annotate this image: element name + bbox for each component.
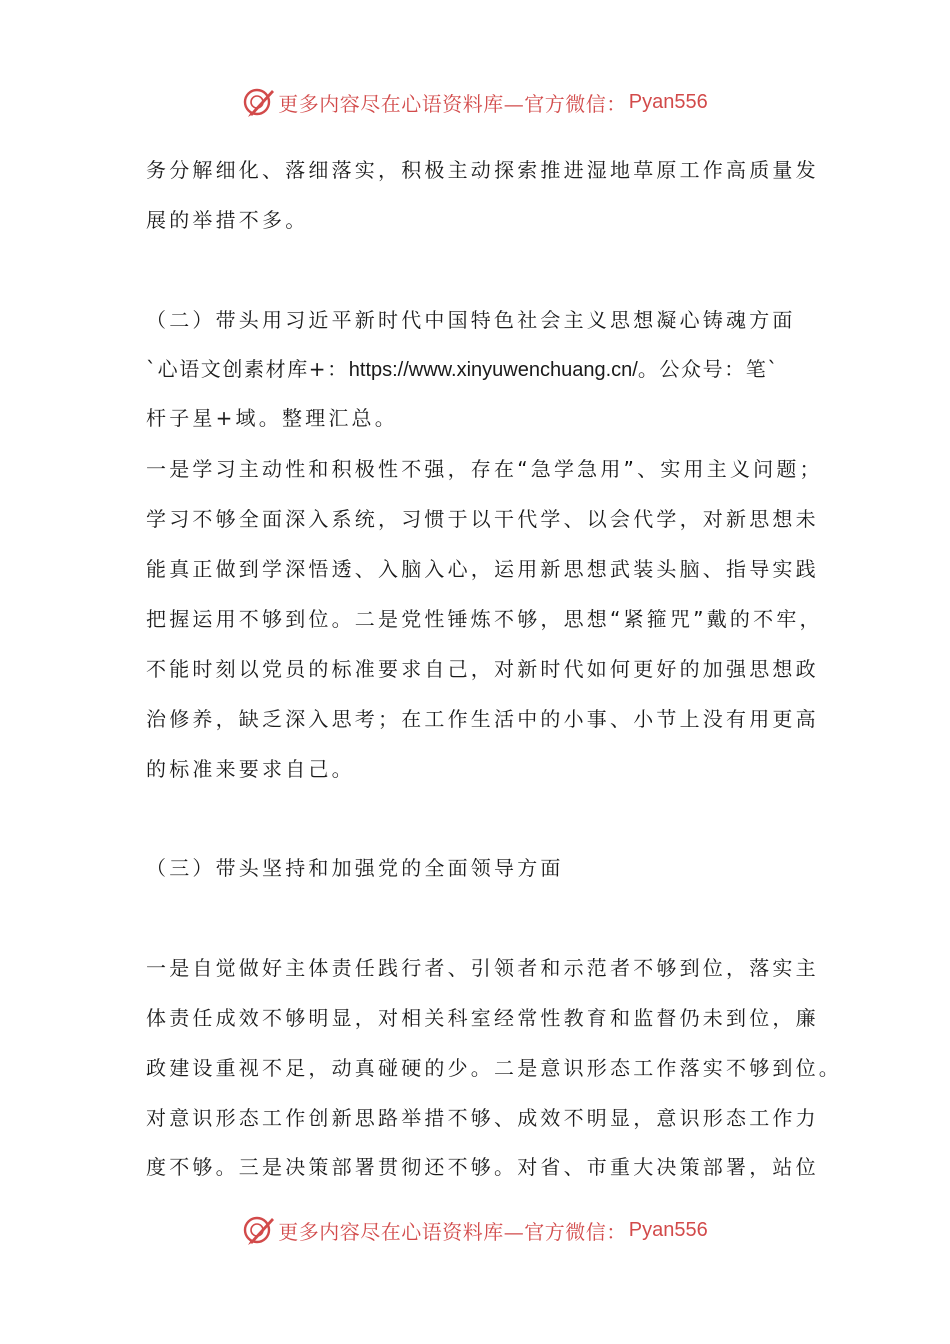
paragraph-line: 把握运用不够到位。二是党性锤炼不够，思想“紧箍咒”戴的不牢，: [146, 607, 823, 631]
paragraph-line: 对意识形态工作创新思路举措不够、成效不明显，意识形态工作力: [146, 1106, 819, 1130]
paragraph-line: 政建设重视不足，动真碰硬的少。二是意识形态工作落实不够到位。: [146, 1056, 842, 1080]
paragraph-line: 展的举措不多。: [146, 208, 309, 232]
paragraph-line: 体责任成效不够明显，对相关科室经常性教育和监督仍未到位，廉: [146, 1006, 819, 1030]
banner-text: 更多内容尽在心语资料库—官方微信：: [278, 91, 627, 116]
source-line: [146, 355, 779, 384]
paragraph-line: 度不够。三是决策部署贯彻还不够。对省、市重大决策部署，站位: [146, 1155, 819, 1179]
paragraph-line: 治修养，缺乏深入思考；在工作生活中的小事、小节上没有用更高: [146, 707, 819, 731]
banner-wechat-id: Pyan556: [628, 90, 708, 113]
paragraph-line: 不能时刻以党员的标准要求自己，对新时代如何更好的加强思想政: [146, 657, 819, 681]
paragraph-line: 一是学习主动性和积极性不强，存在“急学急用”、实用主义问题；: [146, 457, 823, 481]
banner-wechat-id: Pyan556: [628, 1218, 708, 1241]
section-heading-2: （二）带头用习近平新时代中国特色社会主义思想凝心铸魂方面: [146, 308, 796, 332]
footer-watermark-banner: [0, 1210, 950, 1250]
paragraph-line: 的标准来要求自己。: [146, 757, 355, 781]
paragraph-line: 学习不够全面深入系统，习惯于以干代学、以会代学，对新思想未: [146, 507, 819, 531]
pen-logo-icon: [242, 85, 276, 119]
paragraph-line: 杆子星+域。整理汇总。: [146, 406, 398, 430]
source-url: https://www.xinyuwenchuang.cn/: [348, 359, 638, 381]
banner-text: 更多内容尽在心语资料库—官方微信：: [278, 1219, 627, 1244]
paragraph-line: 能真正做到学深悟透、入脑入心，运用新思想武装头脑、指导实践: [146, 557, 819, 581]
paragraph-line: 一是自觉做好主体责任践行者、引领者和示范者不够到位，落实主: [146, 956, 819, 980]
source-prefix: `心语文创素材库+：: [146, 357, 349, 381]
source-suffix: 。公众号：笔`: [637, 357, 780, 381]
pen-logo-icon: [242, 1213, 276, 1247]
section-heading-3: （三）带头坚持和加强党的全面领导方面: [146, 856, 564, 880]
header-watermark-banner: [0, 82, 950, 122]
paragraph-line: 务分解细化、落细落实，积极主动探索推进湿地草原工作高质量发: [146, 158, 819, 182]
